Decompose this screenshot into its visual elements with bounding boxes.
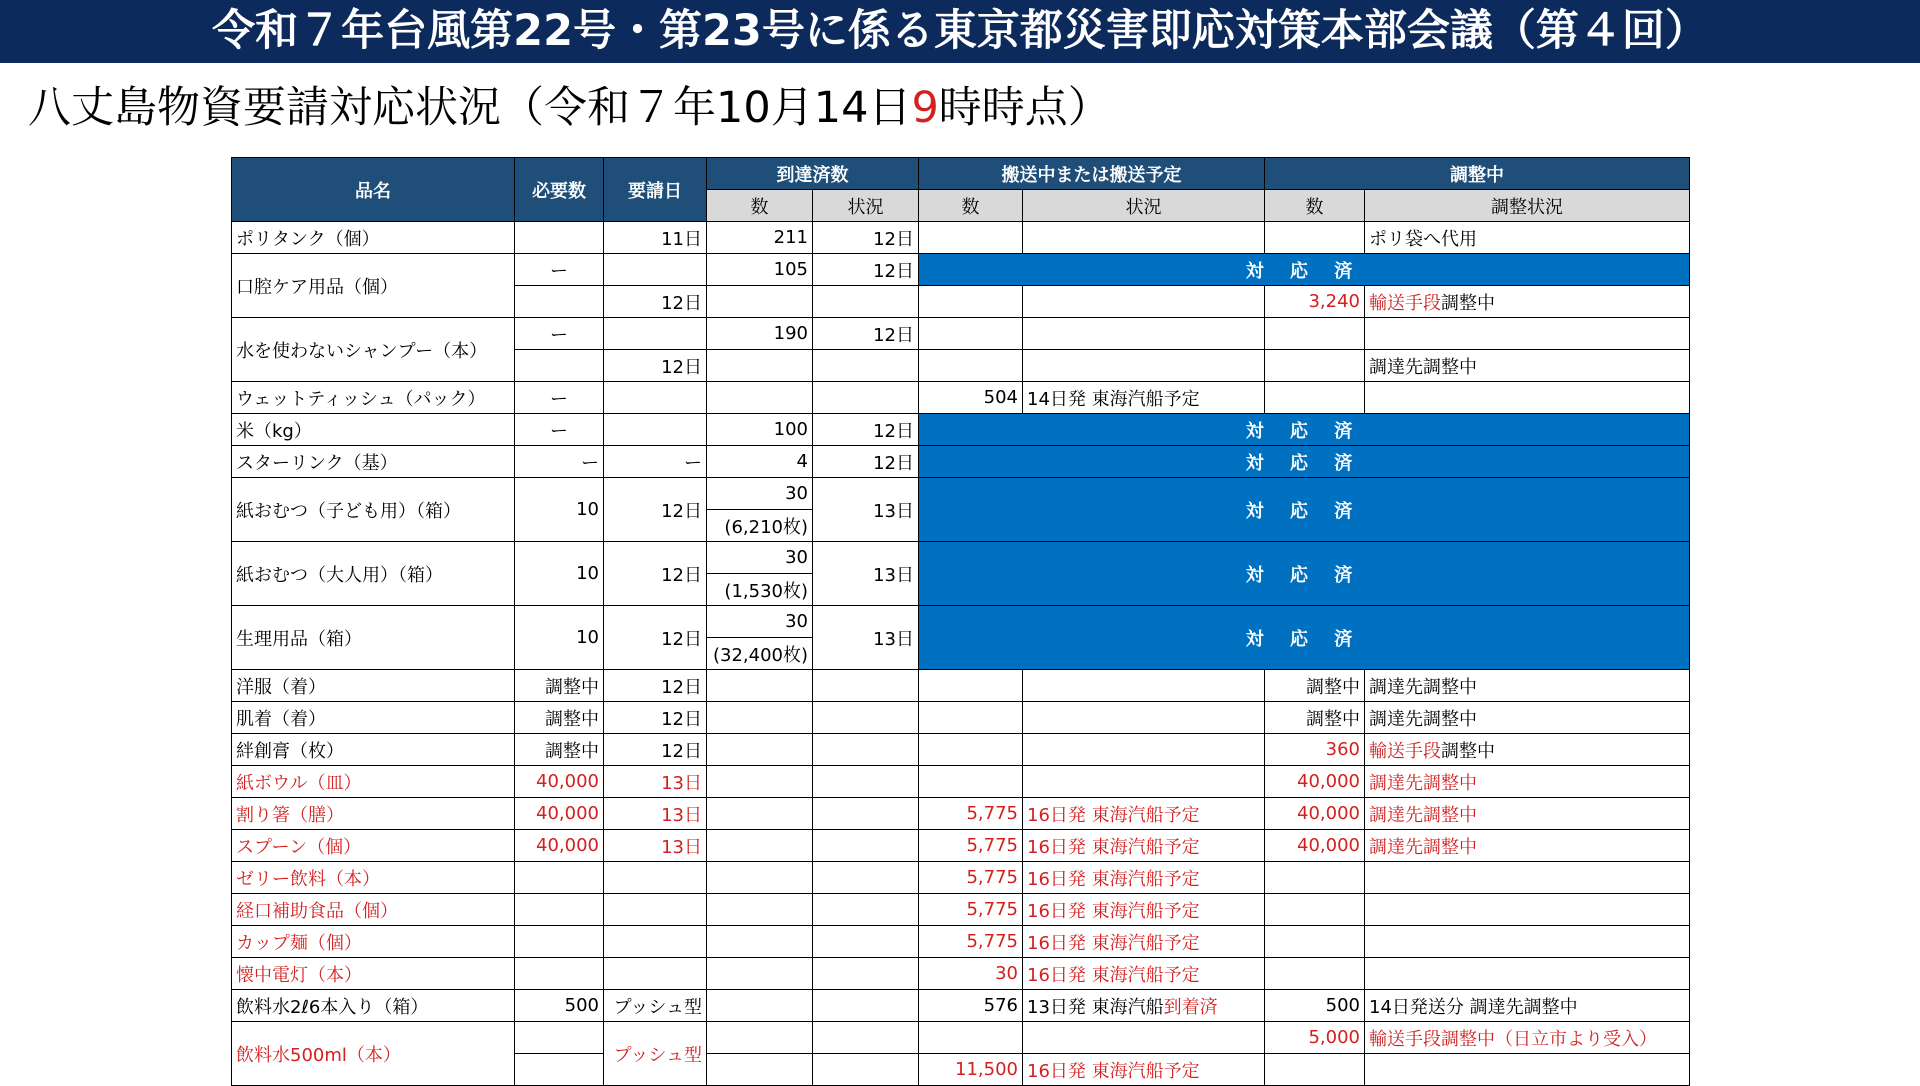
header-transport-status: 状況 bbox=[1023, 190, 1265, 222]
adjusting-qty: 調整中 bbox=[1265, 702, 1365, 734]
adjusting-status bbox=[1365, 862, 1690, 894]
transport-status bbox=[1023, 350, 1265, 382]
transport-status bbox=[1023, 990, 1265, 1022]
required-qty bbox=[515, 926, 604, 958]
adjusting-status bbox=[1365, 1054, 1690, 1086]
header-adjusting-qty: 数 bbox=[1265, 190, 1365, 222]
header-transport-qty: 数 bbox=[919, 190, 1023, 222]
required-qty: 10 bbox=[515, 478, 604, 542]
request-date bbox=[604, 926, 707, 958]
arrived-status: 13日 bbox=[813, 478, 919, 542]
arrived-qty: 100 bbox=[707, 414, 813, 446]
arrived-sheets: (1,530枚) bbox=[707, 574, 813, 606]
item-name: スターリンク（基） bbox=[232, 446, 515, 478]
adjusting-status-black: 調整中 bbox=[1441, 740, 1495, 762]
adjusting-status: 調達先調整中 bbox=[1365, 830, 1690, 862]
adjusting-qty: 500 bbox=[1265, 990, 1365, 1022]
table-row bbox=[232, 798, 1690, 830]
arrived-qty bbox=[707, 382, 813, 414]
transport-qty: 5,775 bbox=[919, 894, 1023, 926]
table-row bbox=[232, 766, 1690, 798]
arrived-status: 12日 bbox=[813, 414, 919, 446]
arrived-status: 12日 bbox=[813, 222, 919, 254]
item-name: 生理用品（箱） bbox=[232, 606, 515, 670]
arrived-status bbox=[813, 1022, 919, 1054]
arrived-status bbox=[813, 958, 919, 990]
header-arrived-status: 状況 bbox=[813, 190, 919, 222]
banner-title: 令和７年台風第22号・第23号に係る東京都災害即応対策本部会議（第４回） bbox=[212, 6, 1708, 56]
request-date bbox=[604, 414, 707, 446]
transport-status: 16日発 東海汽船予定 bbox=[1023, 830, 1265, 862]
arrived-qty: 4 bbox=[707, 446, 813, 478]
required-qty bbox=[515, 1022, 604, 1054]
arrived-status: 13日 bbox=[813, 606, 919, 670]
table-row bbox=[232, 478, 1690, 510]
arrived-qty bbox=[707, 862, 813, 894]
arrived-status bbox=[813, 702, 919, 734]
arrived-qty bbox=[707, 702, 813, 734]
supply-status-table bbox=[231, 157, 1690, 1086]
subtitle-hour: 9 bbox=[911, 83, 939, 133]
table-row bbox=[232, 958, 1690, 990]
item-name: カップ麺（個） bbox=[232, 926, 515, 958]
transport-status: 16日発 東海汽船予定 bbox=[1023, 1054, 1265, 1086]
required-qty: 500 bbox=[515, 990, 604, 1022]
transport-qty: 5,775 bbox=[919, 830, 1023, 862]
adjusting-status: 調達先調整中 bbox=[1365, 670, 1690, 702]
request-date: 12日 bbox=[604, 606, 707, 670]
transport-qty bbox=[919, 734, 1023, 766]
arrived-sheets: (6,210枚) bbox=[707, 510, 813, 542]
arrived-status bbox=[813, 990, 919, 1022]
required-qty: ー bbox=[515, 446, 604, 478]
item-name: ウェットティッシュ（パック） bbox=[232, 382, 515, 414]
arrived-qty: 211 bbox=[707, 222, 813, 254]
adjusting-qty: 40,000 bbox=[1265, 798, 1365, 830]
table-row bbox=[232, 318, 1690, 350]
transport-status: 16日発 東海汽船予定 bbox=[1023, 862, 1265, 894]
arrived-status bbox=[813, 1054, 919, 1086]
required-qty: 調整中 bbox=[515, 702, 604, 734]
request-date bbox=[604, 894, 707, 926]
arrived-qty bbox=[707, 670, 813, 702]
adjusting-qty bbox=[1265, 926, 1365, 958]
adjusting-qty bbox=[1265, 894, 1365, 926]
table-row bbox=[232, 702, 1690, 734]
adjusting-qty: 360 bbox=[1265, 734, 1365, 766]
required-qty: 40,000 bbox=[515, 830, 604, 862]
request-date: 13日 bbox=[604, 766, 707, 798]
request-date bbox=[604, 254, 707, 286]
item-name: 米（kg） bbox=[232, 414, 515, 446]
transport-status bbox=[1023, 222, 1265, 254]
table-row bbox=[232, 446, 1690, 478]
table-row bbox=[232, 926, 1690, 958]
arrived-status: 12日 bbox=[813, 446, 919, 478]
arrived-qty bbox=[707, 1054, 813, 1086]
arrived-qty bbox=[707, 286, 813, 318]
completed-badge: 対 応 済 bbox=[919, 606, 1690, 670]
table-row bbox=[232, 382, 1690, 414]
required-qty: ー bbox=[515, 382, 604, 414]
table-row bbox=[232, 222, 1690, 254]
arrived-qty: 30 bbox=[707, 606, 813, 638]
arrived-status bbox=[813, 766, 919, 798]
adjusting-status bbox=[1365, 382, 1690, 414]
table-row bbox=[232, 254, 1690, 286]
request-date: 12日 bbox=[604, 670, 707, 702]
adjusting-status-red: 輸送手段 bbox=[1369, 740, 1441, 762]
item-name: 水を使わないシャンプー（本） bbox=[232, 318, 515, 382]
item-name: スプーン（個） bbox=[232, 830, 515, 862]
required-qty: ー bbox=[515, 318, 604, 350]
adjusting-status bbox=[1365, 318, 1690, 350]
transport-status: 14日発 東海汽船予定 bbox=[1023, 382, 1265, 414]
required-qty bbox=[515, 350, 604, 382]
arrived-qty bbox=[707, 830, 813, 862]
request-date bbox=[604, 318, 707, 350]
arrived-status bbox=[813, 286, 919, 318]
transport-qty: 5,775 bbox=[919, 798, 1023, 830]
adjusting-status: 14日発送分 調達先調整中 bbox=[1365, 990, 1690, 1022]
request-date: 13日 bbox=[604, 830, 707, 862]
request-date: 12日 bbox=[604, 734, 707, 766]
required-qty bbox=[515, 222, 604, 254]
adjusting-status bbox=[1365, 286, 1690, 318]
arrived-qty: 30 bbox=[707, 478, 813, 510]
transport-status: 16日発 東海汽船予定 bbox=[1023, 894, 1265, 926]
required-qty bbox=[515, 958, 604, 990]
transport-status-red: 到着済 bbox=[1163, 996, 1218, 1018]
transport-qty bbox=[919, 1022, 1023, 1054]
adjusting-status bbox=[1365, 734, 1690, 766]
adjusting-qty bbox=[1265, 862, 1365, 894]
transport-qty: 11,500 bbox=[919, 1054, 1023, 1086]
table-row bbox=[232, 414, 1690, 446]
transport-qty: 5,775 bbox=[919, 926, 1023, 958]
transport-qty: 5,775 bbox=[919, 862, 1023, 894]
completed-badge: 対 応 済 bbox=[919, 478, 1690, 542]
item-name: 洋服（着） bbox=[232, 670, 515, 702]
table-row bbox=[232, 830, 1690, 862]
item-name: 肌着（着） bbox=[232, 702, 515, 734]
arrived-status bbox=[813, 670, 919, 702]
required-qty: ー bbox=[515, 254, 604, 286]
required-qty: 調整中 bbox=[515, 734, 604, 766]
adjusting-qty: 3,240 bbox=[1265, 286, 1365, 318]
required-qty: 40,000 bbox=[515, 766, 604, 798]
arrived-qty bbox=[707, 990, 813, 1022]
completed-badge: 対 応 済 bbox=[919, 254, 1690, 286]
header-item: 品名 bbox=[232, 158, 515, 222]
transport-qty: 504 bbox=[919, 382, 1023, 414]
arrived-status bbox=[813, 798, 919, 830]
transport-qty bbox=[919, 318, 1023, 350]
completed-badge: 対 応 済 bbox=[919, 446, 1690, 478]
request-date bbox=[604, 862, 707, 894]
adjusting-qty bbox=[1265, 222, 1365, 254]
transport-status bbox=[1023, 286, 1265, 318]
request-date: プッシュ型 bbox=[604, 990, 707, 1022]
item-name: 絆創膏（枚） bbox=[232, 734, 515, 766]
item-name: 紙おむつ（子ども用）（箱） bbox=[232, 478, 515, 542]
required-qty bbox=[515, 286, 604, 318]
table-row bbox=[232, 1022, 1690, 1054]
arrived-status: 12日 bbox=[813, 254, 919, 286]
item-name: 経口補助食品（個） bbox=[232, 894, 515, 926]
arrived-qty bbox=[707, 1022, 813, 1054]
item-name: 口腔ケア用品（個） bbox=[232, 254, 515, 318]
page-subtitle bbox=[28, 80, 1111, 136]
table-row bbox=[232, 894, 1690, 926]
adjusting-qty: 5,000 bbox=[1265, 1022, 1365, 1054]
request-date: プッシュ型 bbox=[604, 1022, 707, 1086]
arrived-qty bbox=[707, 926, 813, 958]
header-arrived: 到達済数 bbox=[707, 158, 919, 190]
adjusting-status bbox=[1365, 926, 1690, 958]
arrived-sheets: (32,400枚) bbox=[707, 638, 813, 670]
required-qty: 10 bbox=[515, 542, 604, 606]
arrived-status bbox=[813, 830, 919, 862]
request-date: 12日 bbox=[604, 542, 707, 606]
request-date: 12日 bbox=[604, 478, 707, 542]
adjusting-qty bbox=[1265, 350, 1365, 382]
table-row bbox=[232, 862, 1690, 894]
adjusting-status: 調達先調整中 bbox=[1365, 350, 1690, 382]
transport-status bbox=[1023, 766, 1265, 798]
transport-status: 16日発 東海汽船予定 bbox=[1023, 926, 1265, 958]
transport-qty bbox=[919, 222, 1023, 254]
arrived-qty bbox=[707, 734, 813, 766]
arrived-qty bbox=[707, 894, 813, 926]
request-date: 12日 bbox=[604, 286, 707, 318]
required-qty: ー bbox=[515, 414, 604, 446]
arrived-qty: 190 bbox=[707, 318, 813, 350]
request-date bbox=[604, 382, 707, 414]
meeting-banner bbox=[0, 0, 1920, 63]
item-name: 紙おむつ（大人用）（箱） bbox=[232, 542, 515, 606]
header-arrived-qty: 数 bbox=[707, 190, 813, 222]
arrived-status: 12日 bbox=[813, 318, 919, 350]
arrived-status bbox=[813, 894, 919, 926]
arrived-qty: 105 bbox=[707, 254, 813, 286]
header-adjusting: 調整中 bbox=[1265, 158, 1690, 190]
arrived-status: 13日 bbox=[813, 542, 919, 606]
required-qty: 40,000 bbox=[515, 798, 604, 830]
item-name: 懐中電灯（本） bbox=[232, 958, 515, 990]
arrived-status bbox=[813, 382, 919, 414]
adjusting-qty: 調整中 bbox=[1265, 670, 1365, 702]
adjusting-status: 輸送手段調整中（日立市より受入） bbox=[1365, 1022, 1690, 1054]
request-date: ー bbox=[604, 446, 707, 478]
adjusting-qty bbox=[1265, 958, 1365, 990]
subtitle-suffix: 時時点） bbox=[938, 83, 1111, 133]
transport-qty bbox=[919, 350, 1023, 382]
adjusting-status: ポリ袋へ代用 bbox=[1365, 222, 1690, 254]
item-name: 飲料水500ml（本） bbox=[232, 1022, 515, 1086]
arrived-status bbox=[813, 862, 919, 894]
required-qty bbox=[515, 1054, 604, 1086]
required-qty: 10 bbox=[515, 606, 604, 670]
request-date: 11日 bbox=[604, 222, 707, 254]
item-name: ポリタンク（個） bbox=[232, 222, 515, 254]
table-row bbox=[232, 990, 1690, 1022]
adjusting-status: 調達先調整中 bbox=[1365, 766, 1690, 798]
request-date: 12日 bbox=[604, 350, 707, 382]
arrived-status bbox=[813, 734, 919, 766]
request-date: 13日 bbox=[604, 798, 707, 830]
transport-status: 16日発 東海汽船予定 bbox=[1023, 958, 1265, 990]
header-adjusting-status: 調整状況 bbox=[1365, 190, 1690, 222]
transport-qty bbox=[919, 766, 1023, 798]
table-row bbox=[232, 734, 1690, 766]
subtitle-prefix: 八丈島物資要請対応状況（令和７年10月14日 bbox=[28, 83, 912, 133]
item-name: ゼリー飲料（本） bbox=[232, 862, 515, 894]
transport-status: 16日発 東海汽船予定 bbox=[1023, 798, 1265, 830]
required-qty bbox=[515, 862, 604, 894]
transport-qty bbox=[919, 670, 1023, 702]
header-request-date: 要請日 bbox=[604, 158, 707, 222]
table-row bbox=[232, 542, 1690, 574]
required-qty: 調整中 bbox=[515, 670, 604, 702]
adjusting-status bbox=[1365, 894, 1690, 926]
transport-qty: 30 bbox=[919, 958, 1023, 990]
arrived-qty: 30 bbox=[707, 542, 813, 574]
item-name: 割り箸（膳） bbox=[232, 798, 515, 830]
arrived-qty bbox=[707, 798, 813, 830]
transport-status bbox=[1023, 734, 1265, 766]
transport-qty bbox=[919, 702, 1023, 734]
arrived-qty bbox=[707, 958, 813, 990]
arrived-status bbox=[813, 350, 919, 382]
table-row bbox=[232, 670, 1690, 702]
completed-badge: 対 応 済 bbox=[919, 414, 1690, 446]
required-qty bbox=[515, 894, 604, 926]
arrived-status bbox=[813, 926, 919, 958]
adjusting-qty bbox=[1265, 1054, 1365, 1086]
header-transport: 搬送中または搬送予定 bbox=[919, 158, 1265, 190]
arrived-qty bbox=[707, 350, 813, 382]
transport-status-black: 13日発 東海汽船 bbox=[1027, 996, 1164, 1018]
transport-status bbox=[1023, 1022, 1265, 1054]
item-name: 飲料水2ℓ6本入り（箱） bbox=[232, 990, 515, 1022]
item-name: 紙ボウル（皿） bbox=[232, 766, 515, 798]
transport-status bbox=[1023, 318, 1265, 350]
header-required: 必要数 bbox=[515, 158, 604, 222]
adjusting-qty: 40,000 bbox=[1265, 766, 1365, 798]
adjusting-status-red: 輸送手段 bbox=[1369, 292, 1441, 314]
adjusting-qty bbox=[1265, 318, 1365, 350]
request-date: 12日 bbox=[604, 702, 707, 734]
transport-qty: 576 bbox=[919, 990, 1023, 1022]
adjusting-status: 調達先調整中 bbox=[1365, 702, 1690, 734]
adjusting-qty: 40,000 bbox=[1265, 830, 1365, 862]
request-date bbox=[604, 958, 707, 990]
transport-qty bbox=[919, 286, 1023, 318]
arrived-qty bbox=[707, 766, 813, 798]
transport-status bbox=[1023, 670, 1265, 702]
transport-status bbox=[1023, 702, 1265, 734]
completed-badge: 対 応 済 bbox=[919, 542, 1690, 606]
adjusting-status bbox=[1365, 958, 1690, 990]
adjusting-status: 調達先調整中 bbox=[1365, 798, 1690, 830]
table-row bbox=[232, 606, 1690, 638]
adjusting-status-black: 調整中 bbox=[1441, 292, 1495, 314]
adjusting-qty bbox=[1265, 382, 1365, 414]
